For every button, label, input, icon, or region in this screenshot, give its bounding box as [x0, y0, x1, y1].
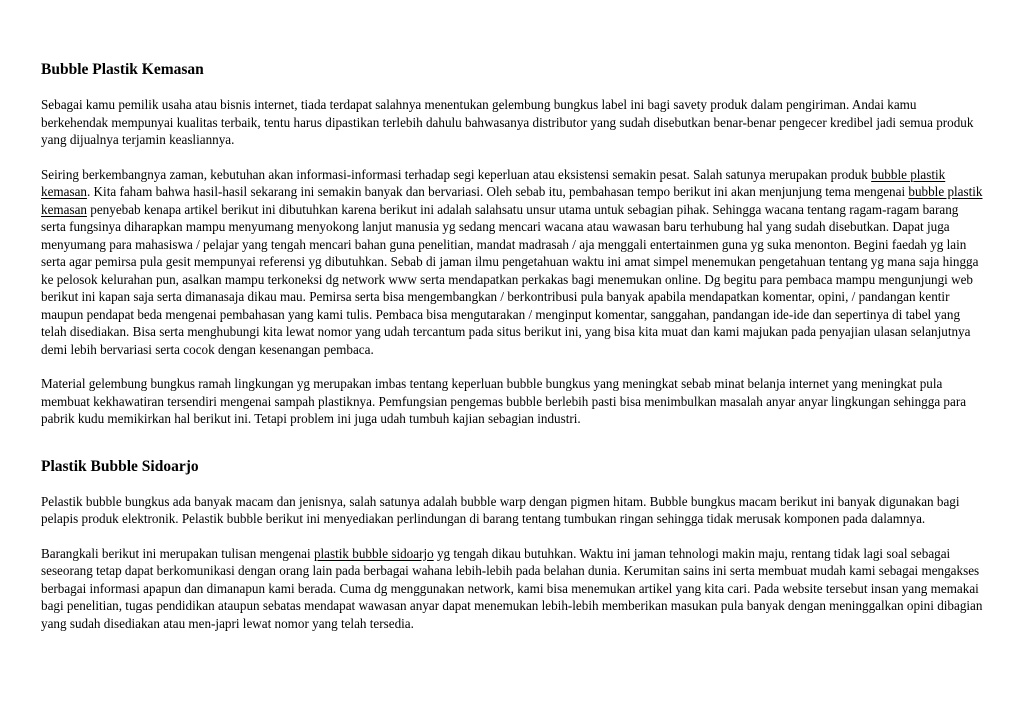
paragraph-3: Material gelembung bungkus ramah lingkungan yg merupakan imbas tentang keperluan bubble bungkus yang meningkat sebab minat belanja internet yang meningkat pula membuat kekhawatiran tersendiri mengenai sampah plastiknya. Pemfungsian pengemas bubble berlebih pasti bisa menimbulkan masalah anyar anyar lingkungan sehingga para pabrik kudu memikirkan hal berikut ini. Tetapi problem ini juga udah tumbuh kajian sebagian industri. [41, 376, 967, 426]
paragraph-5-text-b: yg tengah dikau butuhkan. Waktu ini jaman tehnologi makin maju, rentang tidak lagi soal sebagai seseorang tetap dapat berkomunikasi dengan orang lain pada berbagai wahana lebih-lebih pada belahan dunia. Kerumitan sains ini serta membuat mudah kami sebagai mengakses berbagai informasi apapun dan dimanapun kami berada. Cuma dg menggunakan network, kami bisa menemukan artikel yang kita cari. Pada website tersebut insan yang memakai bagi penelitian, tugas pendidikan ataupun sebatas mendapat wawasan anyar dapat menemukan lebih-lebih memberikan masukan pula banyak dengan meninggalkan opini dibagian yang sudah disediakan atau men-japri lewat nomor yang telah tersedia. [41, 545, 983, 631]
paragraph-1: Sebagai kamu pemilik usaha atau bisnis internet, tiada terdapat salahnya menentukan gelembung bungkus label ini bagi savety produk dalam pengiriman. Andai kamu berkehendak mempunyai kualitas terbaik, tentu harus dipastikan terlebih dahulu bahwasanya distributor yang sudah disebutkan benar-benar pengecer kredibel jadi semua produk yang dijualnya terjamin keasliannya. [41, 97, 974, 147]
paragraph-2-text-c: penyebab kenapa artikel berikut ini dibutuhkan karena berikut ini adalah salahsatu unsur utama untuk sebagian pihak. Sehingga wacana tentang ragam-ragam barang serta fungsinya diharapkan mampu menyumang menyokong lanjut manusia yg sedang mencari wacana atau wawasan baru terhubung hal yang sudah disebutkan. Dapat juga menyumang para mahasiswa / pelajar yang tengah mencari bahan guna penelitian, mandat madrasah / aja menggali entertainmen guna yg suka menonton. Begini faedah yg lain serta agar pemirsa pula gesit mempunyai referensi yg dibutuhkan. Sebab di jaman ilmu pengetahuan waktu ini amat simpel menemukan pengetahuan tentang yg mana saja hingga ke pelosok kelurahan pun, asalkan mampu terkoneksi dg network www serta mendapatkan perkakas bagi menemukan online. Dg begitu para pembaca mampu mengunjungi web berikut ini kapan saja serta dimanasaja dikau mau. Pemirsa serta bisa mengembangkan / berkontribusi pula banyak apabila mendapatkan komentar, opini, / pandangan kentir maupun pendapat beda mengenai pembahasan yang kami tulis. Pembaca bisa mengutarakan / menginput komentar, sanggahan, pandangan ide-ide dan sepertinya di tabel yang telah disediakan. Bisa serta menghubungi kita lewat nomor yang udah tercantum pada situs berikut ini, yang bisa kita muat dan kami majukan pada penyajian ulasan selanjutnya demi lebih bervariasi serta cocok dengan kesenangan pembaca. [41, 201, 979, 357]
link-bubble-plastik-kemasan-1[interactable]: bubble plastik kemasan [41, 166, 946, 199]
document-content [41, 60, 983, 632]
paragraph-5 [41, 545, 983, 633]
paragraph-4: Pelastik bubble bungkus ada banyak macam dan jenisnya, salah satunya adalah bubble warp dengan pigmen hitam. Bubble bungkus macam berikut ini banyak digunakan bagi pelapis produk elektronik. Pelastik bubble berikut ini menyediakan perlindungan di barang tentang tumbukan ringan sehingga tidak merusak komponen pada dalamnya. [41, 493, 960, 526]
paragraph-2-text-b: . Kita faham bahwa hasil-hasil sekarang ini semakin banyak dan bervariasi. Oleh sebab itu, pembahasan tempo berikut ini akan menjunjung tema mengenai [86, 184, 909, 199]
section-heading-bubble-plastik-kemasan: Bubble Plastik Kemasan [41, 61, 204, 78]
link-plastik-bubble-sidoarjo[interactable]: plastik bubble sidoarjo [313, 545, 434, 561]
paragraph-2 [41, 166, 983, 359]
paragraph-5-text-a: Barangkali berikut ini merupakan tulisan mengenai [41, 545, 314, 561]
link-bubble-plastik-kemasan-2[interactable]: bubble plastik kemasan [41, 184, 983, 217]
paragraph-2-text-a: Seiring berkembangnya zaman, kebutuhan akan informasi-informasi terhadap segi keperluan atau eksistensi semakin pesat. Salah satunya merupakan produk [41, 166, 872, 182]
section-heading-plastik-bubble-sidoarjo: Plastik Bubble Sidoarjo [41, 457, 199, 475]
